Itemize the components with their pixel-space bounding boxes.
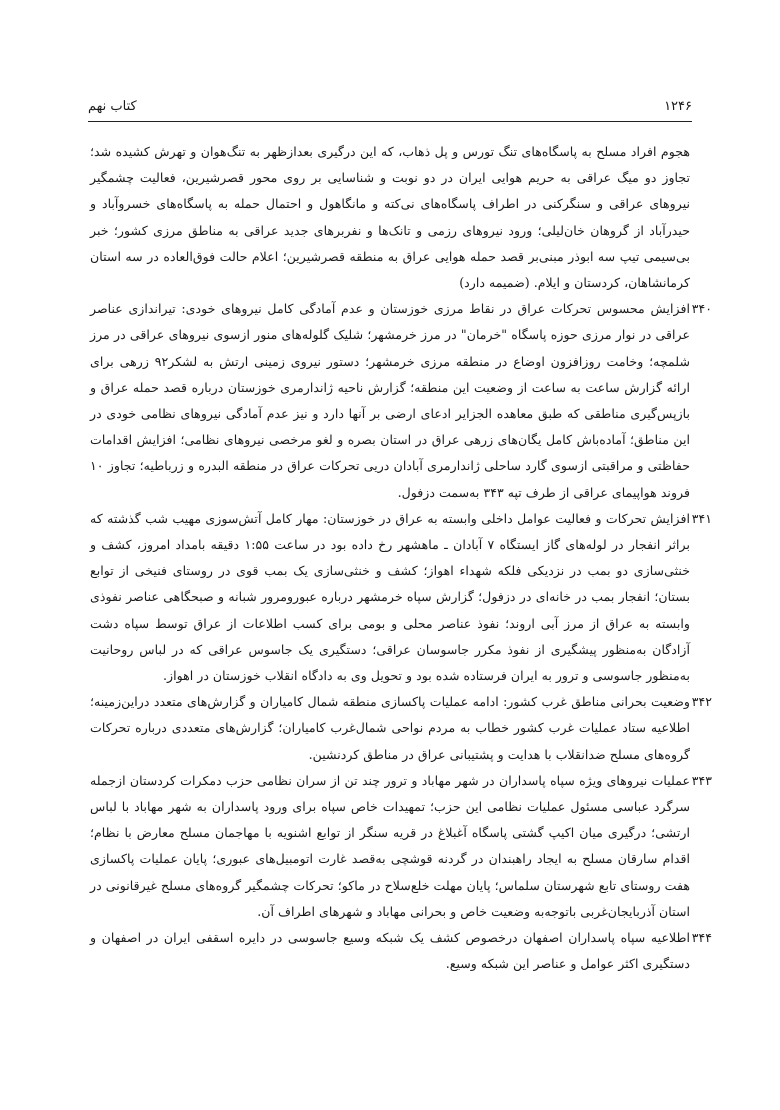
entry-text: عملیات نیروهای ویژه سپاه پاسداران در شهر مهاباد و ترور چند تن از سران نظامی حزب دمکرات کردستان ازجمله سرگرد عباسی مسئول عملیات نظامی این حزب؛ تمهیدات خاص سپاه برای ورود پاسداران به شهر مهاباد با لباس ارتشی؛ درگیری میان اکیپ گشتی پاسگاه آغبلاغ در قریه سنگر از توابع اشنویه با مهاجمان مسلح معارض با نظام؛ اقدام سارقان مسلح به ایجاد راهبندان در گردنه قوشچی به‌قصد غارت اتومبیل‌های عبوری؛ پایان عملیات پاکسازی هفت روستای تابع شهرستان سلماس؛ پایان مهلت خلع‌سلاح در ماکو؛ تحرکات چشمگیر گروه‌های مسلح غیرقانونی در استان آذربایجان‌غربی باتوجه‌به وضعیت خاص و بحرانی مهاباد و شهرهای اطراف آن.	[90, 772, 690, 919]
entry-continuation	[90, 139, 690, 296]
entry-number: ۳۴۱	[691, 510, 712, 526]
entry-text: وضعیت بحرانی مناطق غرب کشور: ادامه عملیات پاکسازی منطقه شمال کامیاران و گزارش‌های متعدد دراین‌زمینه؛ اطلاعیه ستاد عملیات غرب کشور خطاب به مردم نواحی شمال‌غرب کامیاران؛ گزارش‌های متعددی درباره تحرکات گروه‌های مسلح ضدانقلاب با هدایت و پشتیبانی عراق در مناطق کردنشین.	[90, 694, 690, 762]
page-body	[90, 139, 712, 978]
page-number: ۱۲۴۶	[664, 99, 692, 114]
entry-344	[90, 925, 712, 977]
entry-number: ۳۴۴	[691, 930, 712, 946]
entry-343	[90, 768, 712, 925]
entry-number: ۳۴۳	[691, 772, 712, 788]
entry-342	[90, 689, 712, 768]
header-divider	[88, 121, 692, 122]
entry-340	[90, 296, 712, 506]
entry-text: هجوم افراد مسلح به پاسگاه‌های تنگ تورس و پل ذهاب، که این درگیری بعدازظهر به تنگ‌هوان و تهرش کشیده شد؛ تجاوز دو میگ عراقی به حریم هوایی ایران در دو نوبت و شناسایی بر روی محور قصرشیرین، فعالیت چشمگیر نیروهای عراقی و سنگرکنی در اطراف پاسگاه‌های نی‌کته و مانگاهول و احتمال حمله به پاسگاه‌های خسروآباد و حیدرآباد از گروهان خان‌لیلی؛ ورود نیروهای رزمی و تانک‌ها و نفربرهای جدید عراقی به مناطق مرزی کشور؛ خبر بی‌سیمی تیپ سه ابوذر مبنی‌بر قصد حمله هوایی عراق به منطقه قصرشیرین؛ اعلام حالت فوق‌العاده در سه استان کرمانشاهان، کردستان و ایلام. (ضمیمه دارد)	[90, 144, 690, 291]
book-title: کتاب نهم	[88, 99, 137, 114]
entry-text: افزایش تحرکات و فعالیت عوامل داخلی وابسته به عراق در خوزستان: مهار کامل آتش‌سوزی مهیب شب گذشته که براثر انفجار در لوله‌های گاز ایستگاه ۷ آبادان ـ ماهشهر رخ داده بود در ساعت ۱:۵۵ دقیقه بامداد امروز، کشف و خنثی‌سازی دو بمب در نزدیکی فلکه شهداء اهواز؛ کشف و خنثی‌سازی یک بمب قوی در روستای فنیخی از توابع بستان؛ انفجار بمب در خانه‌ای در دزفول؛ گزارش سپاه خرمشهر درباره عبورومرور شبانه و صبحگاهی عناصر نفوذی وابسته به عراق از مرز آبی اروند؛ نفوذ عناصر محلی و بومی برای کسب اطلاعات از عراق توسط سپاه دشت آزادگان به‌منظور پیشگیری از نفوذ مکرر جاسوسان عراقی؛ دستگیری یک جاسوس عراقی که در لباس روحانیت به‌منظور جاسوسی و ترور به ایران فرستاده شده بود و تحویل وی به دادگاه انقلاب خوزستان در اهواز.	[90, 510, 690, 684]
running-header	[88, 96, 692, 118]
entry-number: ۳۴۰	[691, 301, 712, 317]
entry-number: ۳۴۲	[691, 694, 712, 710]
entry-341	[90, 506, 712, 689]
entry-text: اطلاعیه سپاه پاسداران اصفهان درخصوص کشف یک شبکه وسیع جاسوسی در دایره اسقفی ایران در اصفهان و دستگیری اکثر عوامل و عناصر این شبکه وسیع.	[90, 930, 690, 972]
entry-text: افزایش محسوس تحرکات عراق در نقاط مرزی خوزستان و عدم آمادگی کامل نیروهای خودی: تیراندازی عناصر عراقی در نوار مرزی حوزه پاسگاه "خرمان" در مرز خرمشهر؛ شلیک گلوله‌های منور ازسوی نیروهای عراقی در مرز شلمچه؛ وخامت روزافزون اوضاع در منطقه مرزی خرمشهر؛ دستور نیروی زمینی ارتش به لشکر۹۲ زرهی برای ارائه گزارش ساعت به ساعت از وضعیت این منطقه؛ گزارش ناحیه ژاندارمری خوزستان درباره قصد حمله عراق و بازپس‌گیری مناطقی که طبق معاهده الجزایر ادعای ارضی بر آنها دارد و نیز عدم آمادگی نیروهای نظامی خودی در این مناطق؛ آماده‌باش کامل یگان‌های زرهی عراق در استان بصره و لغو مرخصی نیروهای نظامی؛ افزایش اقدامات حفاظتی و مراقبتی ازسوی گارد ساحلی ژاندارمری آبادان دریی تحرکات عراق در منطقه البدره و زرباطیه؛ تجاوز ۱۰ فروند هواپیمای عراقی از طرف تپه ۳۴۳ به‌سمت دزفول.	[90, 301, 690, 500]
